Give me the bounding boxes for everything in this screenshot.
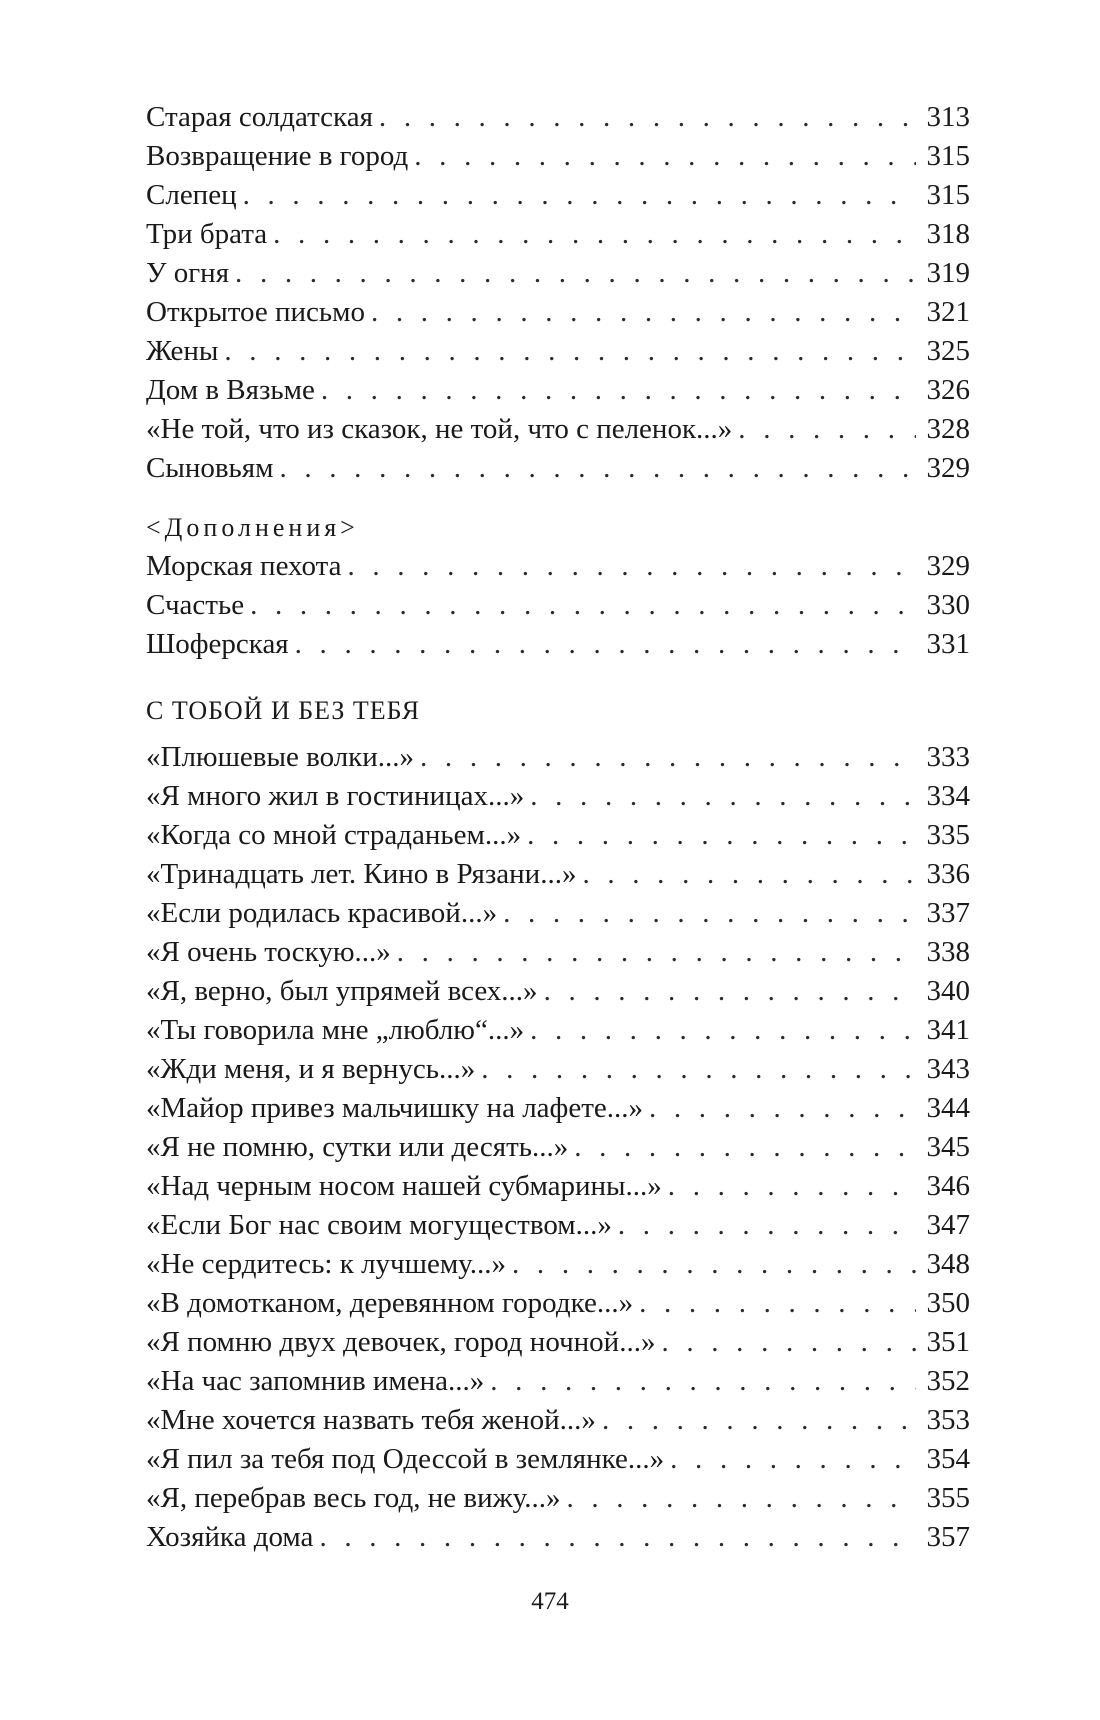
dot-leader bbox=[649, 1089, 916, 1128]
dot-leader bbox=[420, 738, 916, 777]
toc-entry-page: 330 bbox=[926, 589, 970, 621]
toc-entry-page: 333 bbox=[926, 741, 970, 773]
toc-entry bbox=[146, 894, 970, 933]
toc-entry bbox=[146, 738, 970, 777]
toc-entry-page: 321 bbox=[926, 296, 970, 328]
dot-leader bbox=[602, 1401, 916, 1440]
toc-entry-title: «Над черным носом нашей субмарины...» bbox=[146, 1170, 662, 1202]
toc-list-section bbox=[146, 738, 970, 1557]
dot-leader bbox=[490, 1362, 916, 1401]
toc-entry-page: 335 bbox=[926, 819, 970, 851]
dot-leader bbox=[347, 547, 916, 586]
toc-entry-title: Слепец bbox=[146, 179, 237, 211]
toc-entry bbox=[146, 254, 970, 293]
toc-entry-page: 357 bbox=[926, 1521, 970, 1553]
toc-entry-title: «Я не помню, сутки или десять...» bbox=[146, 1131, 569, 1163]
toc-entry-title: «Если Бог нас своим могуществом...» bbox=[146, 1209, 612, 1241]
dot-leader bbox=[530, 777, 916, 816]
toc-entry-page: 355 bbox=[926, 1482, 970, 1514]
toc-entry-page: 353 bbox=[926, 1404, 970, 1436]
toc-entry-title: Открытое письмо bbox=[146, 296, 365, 328]
toc-entry bbox=[146, 1089, 970, 1128]
toc-entry bbox=[146, 816, 970, 855]
toc-entry-title: Три брата bbox=[146, 218, 268, 250]
toc-entry-page: 343 bbox=[926, 1053, 970, 1085]
dot-leader bbox=[235, 254, 916, 293]
toc-entry-title: Возвращение в город bbox=[146, 140, 409, 172]
toc-entry-title: «В домотканом, деревянном городке...» bbox=[146, 1287, 634, 1319]
toc-entry-page: 319 bbox=[926, 257, 970, 289]
dot-leader bbox=[319, 1518, 916, 1557]
toc-entry-title: У огня bbox=[146, 257, 230, 289]
toc-entry-title: «Я очень тоскую...» bbox=[146, 936, 391, 968]
dot-leader bbox=[639, 1284, 916, 1323]
dot-leader bbox=[279, 449, 916, 488]
toc-entry bbox=[146, 1050, 970, 1089]
toc-entry-page: 340 bbox=[926, 975, 970, 1007]
dot-leader bbox=[295, 625, 916, 664]
dot-leader bbox=[530, 1011, 916, 1050]
toc-entry-page: 318 bbox=[926, 218, 970, 250]
dot-leader bbox=[273, 215, 916, 254]
toc-entry-page: 337 bbox=[926, 897, 970, 929]
toc-entry bbox=[146, 777, 970, 816]
toc-entry-title: Старая солдатская bbox=[146, 101, 373, 133]
toc-entry-title: Жены bbox=[146, 335, 219, 367]
toc-entry-page: 334 bbox=[926, 780, 970, 812]
toc-entry-page: 354 bbox=[926, 1443, 970, 1475]
toc-entry bbox=[146, 1245, 970, 1284]
toc-entry-page: 336 bbox=[926, 858, 970, 890]
toc-entry-page: 329 bbox=[926, 452, 970, 484]
dot-leader bbox=[582, 855, 916, 894]
toc-entry-page: 346 bbox=[926, 1170, 970, 1202]
dot-leader bbox=[574, 1128, 916, 1167]
toc-page bbox=[146, 98, 970, 1557]
toc-entry bbox=[146, 1011, 970, 1050]
toc-entry-title: Сыновьям bbox=[146, 452, 274, 484]
toc-entry-title: «Я, перебрав весь год, не вижу...» bbox=[146, 1482, 561, 1514]
dot-leader bbox=[321, 371, 916, 410]
toc-entry bbox=[146, 371, 970, 410]
toc-entry-title: «Мне хочется назвать тебя женой...» bbox=[146, 1404, 596, 1436]
toc-entry bbox=[146, 332, 970, 371]
toc-entry bbox=[146, 625, 970, 664]
toc-entry-title: «Я, верно, был упрямей всех...» bbox=[146, 975, 538, 1007]
toc-entry-page: 347 bbox=[926, 1209, 970, 1241]
toc-entry-title: «Тринадцать лет. Кино в Рязани...» bbox=[146, 858, 577, 890]
toc-entry-title: «Если родилась красивой...» bbox=[146, 897, 498, 929]
toc-entry bbox=[146, 176, 970, 215]
toc-entry bbox=[146, 586, 970, 625]
toc-entry bbox=[146, 98, 970, 137]
dot-leader bbox=[668, 1167, 916, 1206]
toc-entry-page: 338 bbox=[926, 936, 970, 968]
toc-entry-title: «На час запомнив имена...» bbox=[146, 1365, 485, 1397]
toc-entry-page: 350 bbox=[926, 1287, 970, 1319]
toc-entry bbox=[146, 137, 970, 176]
toc-entry-page: 328 bbox=[926, 413, 970, 445]
dot-leader bbox=[243, 176, 916, 215]
supplements-label: <Дополнения> bbox=[146, 513, 359, 542]
toc-entry-page: 331 bbox=[926, 628, 970, 660]
dot-leader bbox=[670, 1440, 916, 1479]
dot-leader bbox=[544, 972, 916, 1011]
dot-leader bbox=[414, 137, 916, 176]
toc-entry bbox=[146, 1440, 970, 1479]
toc-entry-page: 313 bbox=[926, 101, 970, 133]
dot-leader bbox=[618, 1206, 916, 1245]
toc-entry bbox=[146, 1323, 970, 1362]
toc-entry-page: 352 bbox=[926, 1365, 970, 1397]
toc-entry-page: 325 bbox=[926, 335, 970, 367]
toc-entry bbox=[146, 1284, 970, 1323]
toc-entry-page: 329 bbox=[926, 550, 970, 582]
toc-entry-title: «Майор привез мальчишку на лафете...» bbox=[146, 1092, 643, 1124]
toc-entry-page: 341 bbox=[926, 1014, 970, 1046]
toc-entry bbox=[146, 1128, 970, 1167]
dot-leader bbox=[224, 332, 916, 371]
toc-entry-title: «Не сердитесь: к лучшему...» bbox=[146, 1248, 507, 1280]
toc-entry bbox=[146, 547, 970, 586]
toc-entry-page: 348 bbox=[926, 1248, 970, 1280]
toc-entry-title: «Я много жил в гостиницах...» bbox=[146, 780, 525, 812]
dot-leader bbox=[738, 410, 916, 449]
toc-entry bbox=[146, 1401, 970, 1440]
toc-entry-page: 326 bbox=[926, 374, 970, 406]
toc-entry-title: «Я пил за тебя под Одессой в землянке...» bbox=[146, 1443, 665, 1475]
toc-entry bbox=[146, 933, 970, 972]
dot-leader bbox=[250, 586, 916, 625]
dot-leader bbox=[371, 293, 916, 332]
toc-entry-page: 315 bbox=[926, 140, 970, 172]
toc-entry bbox=[146, 972, 970, 1011]
toc-entry-title: Хозяйка дома bbox=[146, 1521, 314, 1553]
section-heading: С ТОБОЙ И БЕЗ ТЕБЯ bbox=[146, 696, 421, 725]
dot-leader bbox=[566, 1479, 916, 1518]
toc-list-supplements bbox=[146, 547, 970, 664]
toc-entry-title: Счастье bbox=[146, 589, 245, 621]
toc-entry-title: «Жди меня, и я вернусь...» bbox=[146, 1053, 476, 1085]
toc-entry-title: Дом в Вязьме bbox=[146, 374, 315, 406]
toc-entry-page: 344 bbox=[926, 1092, 970, 1124]
toc-entry bbox=[146, 855, 970, 894]
toc-entry bbox=[146, 1362, 970, 1401]
toc-entry bbox=[146, 1479, 970, 1518]
toc-entry-title: «Плюшевые волки...» bbox=[146, 741, 415, 773]
toc-list-top bbox=[146, 98, 970, 488]
dot-leader bbox=[512, 1245, 916, 1284]
toc-entry-title: «Ты говорила мне „люблю“...» bbox=[146, 1014, 525, 1046]
toc-entry bbox=[146, 293, 970, 332]
dot-leader bbox=[379, 98, 916, 137]
toc-entry-page: 351 bbox=[926, 1326, 970, 1358]
toc-entry-title: «Когда со мной страданьем...» bbox=[146, 819, 522, 851]
toc-entry bbox=[146, 1206, 970, 1245]
dot-leader bbox=[397, 933, 916, 972]
dot-leader bbox=[527, 816, 916, 855]
toc-entry-title: «Я помню двух девочек, город ночной...» bbox=[146, 1326, 656, 1358]
toc-entry bbox=[146, 410, 970, 449]
dot-leader bbox=[661, 1323, 916, 1362]
dot-leader bbox=[481, 1050, 916, 1089]
toc-entry-title: Шоферская bbox=[146, 628, 289, 660]
toc-entry bbox=[146, 1167, 970, 1206]
toc-entry bbox=[146, 449, 970, 488]
toc-entry bbox=[146, 215, 970, 254]
toc-entry bbox=[146, 1518, 970, 1557]
dot-leader bbox=[503, 894, 916, 933]
page-number: 474 bbox=[531, 1588, 569, 1615]
toc-entry-page: 345 bbox=[926, 1131, 970, 1163]
toc-entry-title: «Не той, что из сказок, не той, что с пеленок...» bbox=[146, 413, 733, 445]
toc-entry-title: Морская пехота bbox=[146, 550, 342, 582]
toc-entry-page: 315 bbox=[926, 179, 970, 211]
